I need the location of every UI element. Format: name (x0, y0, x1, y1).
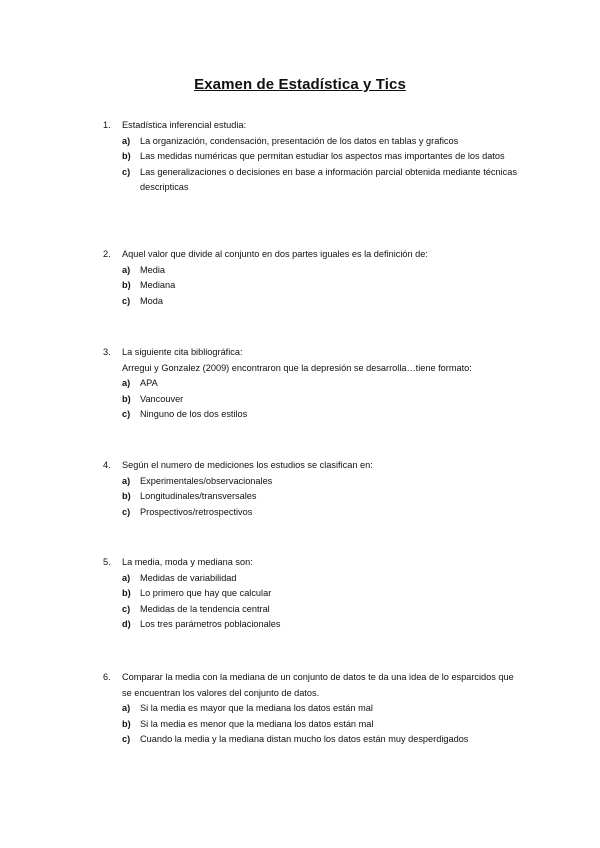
option-letter: b) (122, 588, 131, 599)
option-letter: a) (122, 703, 131, 714)
option-a (122, 263, 523, 279)
option-letter: a) (122, 572, 131, 583)
option-letter: a) (122, 135, 131, 146)
option-text: Media (140, 264, 166, 275)
option-text: Mediana (140, 280, 176, 291)
question-text: La siguiente cita bibliográfica: (122, 347, 243, 357)
option-letter: c) (122, 506, 131, 517)
option-text: Experimentales/observacionales (140, 475, 273, 486)
option-text: APA (140, 378, 158, 389)
option-b (122, 149, 523, 165)
option-c (122, 294, 523, 310)
option-letter: b) (122, 280, 131, 291)
option-a (122, 701, 523, 717)
option-letter: c) (122, 409, 131, 420)
option-text: Vancouver (140, 393, 184, 404)
option-letter: c) (122, 734, 131, 745)
question-number: 2. (103, 249, 111, 259)
option-text: Cuando la media y la mediana distan mucho los datos están muy desperdigados (140, 734, 469, 745)
question-2 (103, 247, 523, 309)
option-text: Las medidas numéricas que permitan estudiar los aspectos mas importantes de los datos (140, 151, 505, 162)
option-letter: a) (122, 475, 131, 486)
option-letter: c) (122, 295, 131, 306)
option-a (122, 134, 523, 150)
option-c (122, 732, 523, 748)
question-number: 5. (103, 557, 111, 567)
question-citation: Arregui y Gonzalez (2009) encontraron que la depresión se desarrolla…tiene formato: (122, 362, 472, 373)
option-text: Medidas de variabilidad (140, 572, 237, 583)
option-text: Medidas de la tendencia central (140, 603, 270, 614)
question-4 (103, 458, 523, 520)
question-text: Comparar la media con la mediana de un conjunto de datos te da una idea de lo esparcidos que se encuentran los valores del conjunto de datos. (122, 672, 514, 698)
page-title: Examen de Estadística y Tics (194, 76, 406, 93)
option-b (122, 278, 523, 294)
option-c (122, 165, 523, 196)
option-letter: b) (122, 491, 131, 502)
option-text: Los tres parámetros poblacionales (140, 619, 281, 630)
option-a (122, 474, 523, 490)
option-c (122, 407, 523, 423)
question-text: Aquel valor que divide al conjunto en dos partes iguales es la definición de: (122, 249, 428, 259)
option-text: Moda (140, 295, 163, 306)
question-number: 6. (103, 672, 111, 682)
question-text: Estadística inferencial estudia: (122, 120, 247, 130)
question-6 (103, 670, 523, 748)
question-1 (103, 118, 523, 196)
option-letter: b) (122, 151, 131, 162)
option-letter: a) (122, 264, 131, 275)
option-b (122, 717, 523, 733)
option-c (122, 602, 523, 618)
option-b (122, 392, 523, 408)
option-text: Si la media es menor que la mediana los datos están mal (140, 718, 374, 729)
question-3 (103, 345, 523, 423)
option-b (122, 586, 523, 602)
option-text: Ninguno de los dos estilos (140, 409, 248, 420)
question-text: La media, moda y mediana son: (122, 557, 253, 567)
option-letter: b) (122, 718, 131, 729)
option-a (122, 571, 523, 587)
option-c (122, 505, 523, 521)
option-d (122, 617, 523, 633)
option-letter: c) (122, 166, 131, 177)
option-letter: a) (122, 378, 131, 389)
option-letter: b) (122, 393, 131, 404)
question-text: Según el numero de mediciones los estudios se clasifican en: (122, 460, 373, 470)
option-b (122, 489, 523, 505)
question-number: 4. (103, 460, 111, 470)
option-a (122, 376, 523, 392)
option-letter: c) (122, 603, 131, 614)
question-number: 3. (103, 347, 111, 357)
option-text: Longitudinales/transversales (140, 491, 257, 502)
question-number: 1. (103, 120, 111, 130)
option-text: Si la media es mayor que la mediana los datos están mal (140, 703, 373, 714)
option-text: Prospectivos/retrospectivos (140, 506, 253, 517)
option-text: Las generalizaciones o decisiones en base a información parcial obtenida mediante técnicas descripticas (140, 166, 517, 193)
option-text: Lo primero que hay que calcular (140, 588, 272, 599)
option-letter: d) (122, 619, 131, 630)
option-text: La organización, condensación, presentación de los datos en tablas y graficos (140, 135, 459, 146)
question-5 (103, 555, 523, 633)
